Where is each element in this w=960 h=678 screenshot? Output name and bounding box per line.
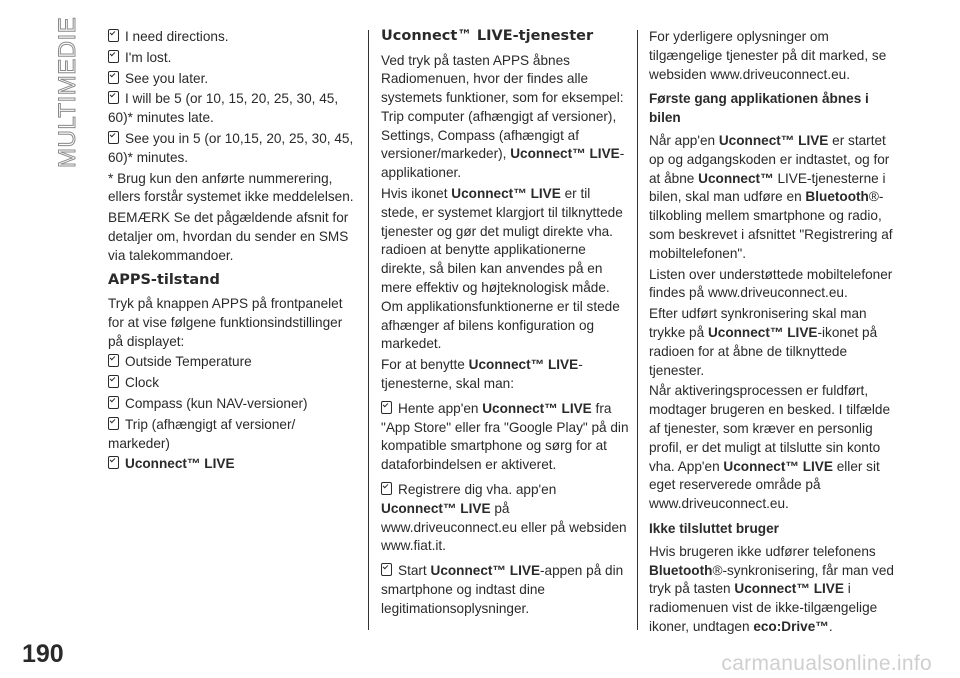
checkbox-icon: [108, 71, 119, 84]
list-item: I'm lost.: [108, 49, 358, 68]
checkbox-icon: [108, 396, 119, 409]
checkbox-icon: [108, 50, 119, 63]
footnote: * Brug kun den anførte nummerering, ellers forstår systemet ikke meddelelsen.: [108, 170, 354, 205]
paragraph: Hvis ikonet Uconnect™ LIVE er til stede, er systemet klargjort til tilknyttede tjenester og gør det muligt direkte vha. radioen at benytte applikationerne direkte, så bilen kan anvendes på en mere effektiv og højteknologisk måde. Om applikationsfunktionerne er til stede afhænger af bilens konfiguration og markedet.: [381, 186, 623, 352]
paragraph: Hvis brugeren ikke udfører telefonens Bluetooth®-synkronisering, får man ved tryk på tasten Uconnect™ LIVE i radiomenuen vist de ikke-tilgængelige ikoner, undtagen eco:Drive™.: [649, 543, 894, 634]
paragraph: For yderligere oplysninger om tilgængelige tjenester på dit marked, se websiden www.driveuconnect.eu.: [649, 29, 887, 82]
subheading-first-time: Første gang applikationen åbnes i bilen: [649, 91, 869, 126]
paragraph: Tryk på knappen APPS på frontpanelet for at vise følgene funktionsindstillinger på displayet:: [108, 296, 343, 349]
column-2: [381, 28, 629, 621]
column-3: [649, 28, 899, 639]
column-divider-1: [368, 30, 369, 630]
watermark: carmanualsonline.info: [721, 652, 932, 675]
checkbox-icon: [381, 401, 392, 414]
list-item: Registrere dig vha. app'en Uconnect™ LIVE på www.driveuconnect.eu eller på websiden www.fiat.it.: [381, 482, 627, 554]
list-item: I need directions.: [108, 28, 358, 47]
list-item: Compass (kun NAV-versioner): [108, 395, 358, 414]
list-item: Start Uconnect™ LIVE-appen på din smartphone og indtast dine legitimationsoplysninger.: [381, 563, 624, 616]
list-item: Clock: [108, 374, 358, 393]
list-item: See you later.: [108, 70, 358, 89]
checkbox-icon: [108, 375, 119, 388]
checkbox-icon: [108, 131, 119, 144]
paragraph: Ved tryk på tasten APPS åbnes Radiomenuen, hvor der findes alle systemets funktioner, som for eksempel: Trip computer (afhængigt af versioner), Settings, Compass (afhængigt af versioner/markeder), Uconnect™ LIVE-applikationer.: [381, 52, 625, 181]
checkbox-icon: [108, 456, 119, 469]
list-item: Uconnect™ LIVE: [108, 455, 358, 474]
paragraph: Når aktiveringsprocessen er fuldført, modtager brugeren en besked. I tilfælde af tjenester, som kræver en personlig profil, er det muligt at tilslutte sin konto vha. App'en Uconnect™ LIVE eller sit eget reserverede område på www.driveuconnect.eu.: [649, 383, 891, 512]
list-item: Hente app'en Uconnect™ LIVE fra "App Store" eller fra "Google Play" på din kompatible smartphone og sørg for at dataforbindelsen er aktiveret.: [381, 400, 629, 473]
section-side-label: MULTIMEDIE: [54, 16, 81, 168]
checkbox-icon: [381, 563, 392, 576]
checkbox-icon: [108, 417, 119, 430]
list-item: Outside Temperature: [108, 353, 358, 372]
column-1: [108, 28, 358, 476]
paragraph: For at benytte Uconnect™ LIVE-tjenesterne, skal man:: [381, 357, 583, 392]
list-item: Trip (afhængigt af versioner/ markeder): [108, 416, 296, 451]
paragraph: Efter udført synkronisering skal man trykke på Uconnect™ LIVE-ikonet på radioen for at åbne de tilknyttede tjenester.: [649, 306, 878, 378]
checkbox-icon: [381, 482, 392, 495]
page-number: 190: [22, 640, 64, 668]
checkbox-icon: [108, 354, 119, 367]
section-heading-uconnect: Uconnect™ LIVE-tjenester: [381, 28, 594, 44]
remark: BEMÆRK Se det pågældende afsnit for detaljer om, hvordan du sender en SMS via talekommandoer.: [108, 210, 349, 263]
checkbox-icon: [108, 29, 119, 42]
paragraph: Når app'en Uconnect™ LIVE er startet op og adgangskoden er indtastet, og for at åbne Uconnect™ LIVE-tjenesterne i bilen, skal man udføre en Bluetooth®-tilkobling mellem smartphone og radio, som beskrevet i afsnittet "Registrering af mobiltelefonen".: [649, 132, 893, 261]
column-divider-2: [637, 30, 638, 630]
subheading-not-connected: Ikke tilsluttet bruger: [649, 520, 779, 536]
list-item: I will be 5 (or 10, 15, 20, 25, 30, 45, 60)* minutes late.: [108, 91, 339, 126]
list-item: See you in 5 (or 10,15, 20, 25, 30, 45, 60)* minutes.: [108, 130, 354, 165]
checkbox-icon: [108, 91, 119, 104]
paragraph: Listen over understøttede mobiltelefoner findes på www.driveuconnect.eu.: [649, 266, 893, 301]
section-heading-apps: APPS-tilstand: [108, 271, 220, 288]
